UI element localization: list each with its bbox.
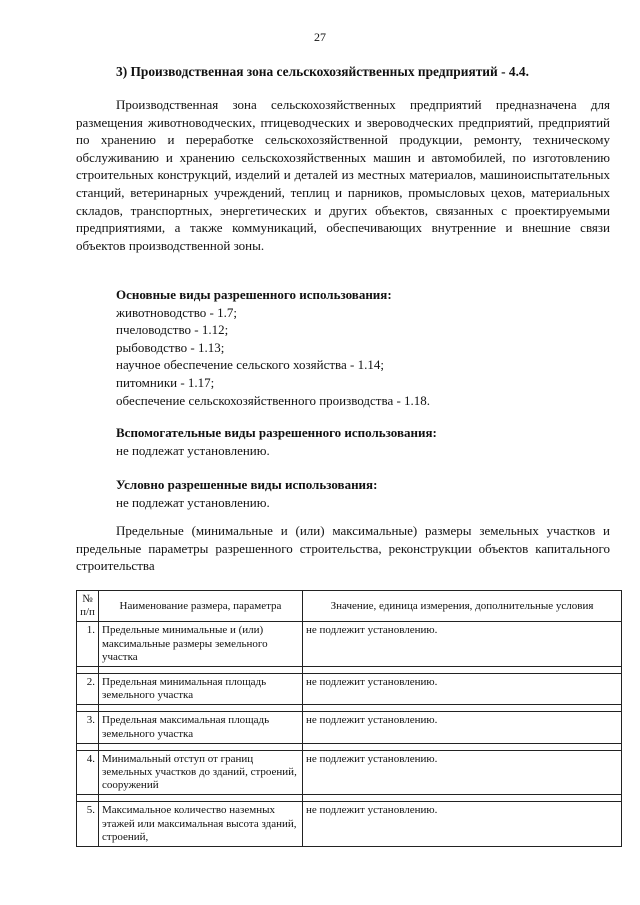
table-row bbox=[77, 622, 622, 667]
main-uses-heading: Основные виды разрешенного использования: bbox=[116, 287, 392, 302]
row-value: не подлежит установлению. bbox=[303, 802, 622, 847]
header-num: № п/п bbox=[77, 591, 99, 622]
page-number: 27 bbox=[314, 30, 326, 44]
main-uses-block bbox=[116, 286, 616, 409]
conditional-uses-heading: Условно разрешенные виды использования: bbox=[116, 477, 378, 492]
row-num: 1. bbox=[77, 622, 99, 667]
conditional-uses-text: не подлежат установлению. bbox=[116, 494, 270, 510]
auxiliary-uses-text: не подлежат установлению. bbox=[116, 442, 270, 458]
row-name: Максимальное количество наземных этажей или максимальная высота зданий, строений, bbox=[99, 802, 303, 847]
row-num: 4. bbox=[77, 750, 99, 795]
row-num: 3. bbox=[77, 712, 99, 743]
row-name: Предельная максимальная площадь земельного участка bbox=[99, 712, 303, 743]
table-spacer bbox=[77, 743, 622, 750]
table-row bbox=[77, 712, 622, 743]
main-use-item: обеспечение сельскохозяйственного производства - 1.18. bbox=[116, 392, 431, 408]
row-name: Предельные минимальные и (или) максимальные размеры земельного участка bbox=[99, 622, 303, 667]
main-use-item: животноводство - 1.7; bbox=[116, 304, 237, 320]
row-num: 5. bbox=[77, 802, 99, 847]
auxiliary-uses-block bbox=[116, 424, 616, 459]
row-value: не подлежит установлению. bbox=[303, 750, 622, 795]
table-header-row bbox=[77, 591, 622, 622]
main-use-item: научное обеспечение сельского хозяйства - 1.14; bbox=[116, 357, 384, 373]
table-spacer bbox=[77, 795, 622, 802]
main-use-item: рыбоводство - 1.13; bbox=[116, 339, 225, 355]
row-num: 2. bbox=[77, 674, 99, 705]
row-name: Предельная минимальная площадь земельного участка bbox=[99, 674, 303, 705]
conditional-uses-block bbox=[116, 476, 616, 511]
parameters-table bbox=[76, 590, 622, 847]
intro-paragraph: Производственная зона сельскохозяйственных предприятий предназначена для размещения животноводческих, птицеводческих и звероводческих предприятий, предприятий по хранению и переработке сельскохозяйственной продукции, ремонту, техническому обслуживанию и хранению сельскохозяйственных машин и автомобилей, по изготовлению строительных конструкций, изделий и деталей из местных материалов, машиноиспытательных станций, ветеринарных учреждений, теплиц и парников, промысловых цехов, материальных складов, транспортных, энергетических и других объектов, связанных с проектируемыми предприятиями, а также коммуникаций, обеспечивающих внутренние и внешние связи объектов производственной зоны. bbox=[76, 97, 610, 253]
limits-paragraph: Предельные (минимальные и (или) максимальные) размеры земельных участков и предельные параметры разрешенного строительства, реконструкции объектов капитального строительства bbox=[76, 523, 610, 574]
main-use-item: питомники - 1.17; bbox=[116, 374, 215, 390]
auxiliary-uses-heading: Вспомогательные виды разрешенного использования: bbox=[116, 425, 437, 440]
header-value: Значение, единица измерения, дополнительные условия bbox=[303, 591, 622, 622]
table-spacer bbox=[77, 705, 622, 712]
table-row bbox=[77, 674, 622, 705]
table-row bbox=[77, 802, 622, 847]
header-name: Наименование размера, параметра bbox=[99, 591, 303, 622]
row-name: Минимальный отступ от границ земельных участков до зданий, строений, сооружений bbox=[99, 750, 303, 795]
row-value: не подлежит установлению. bbox=[303, 622, 622, 667]
main-use-item: пчеловодство - 1.12; bbox=[116, 322, 229, 338]
row-value: не подлежит установлению. bbox=[303, 712, 622, 743]
row-value: не подлежит установлению. bbox=[303, 674, 622, 705]
section-heading: 3) Производственная зона сельскохозяйственных предприятий - 4.4. bbox=[116, 64, 529, 79]
table-spacer bbox=[77, 667, 622, 674]
table-row bbox=[77, 750, 622, 795]
